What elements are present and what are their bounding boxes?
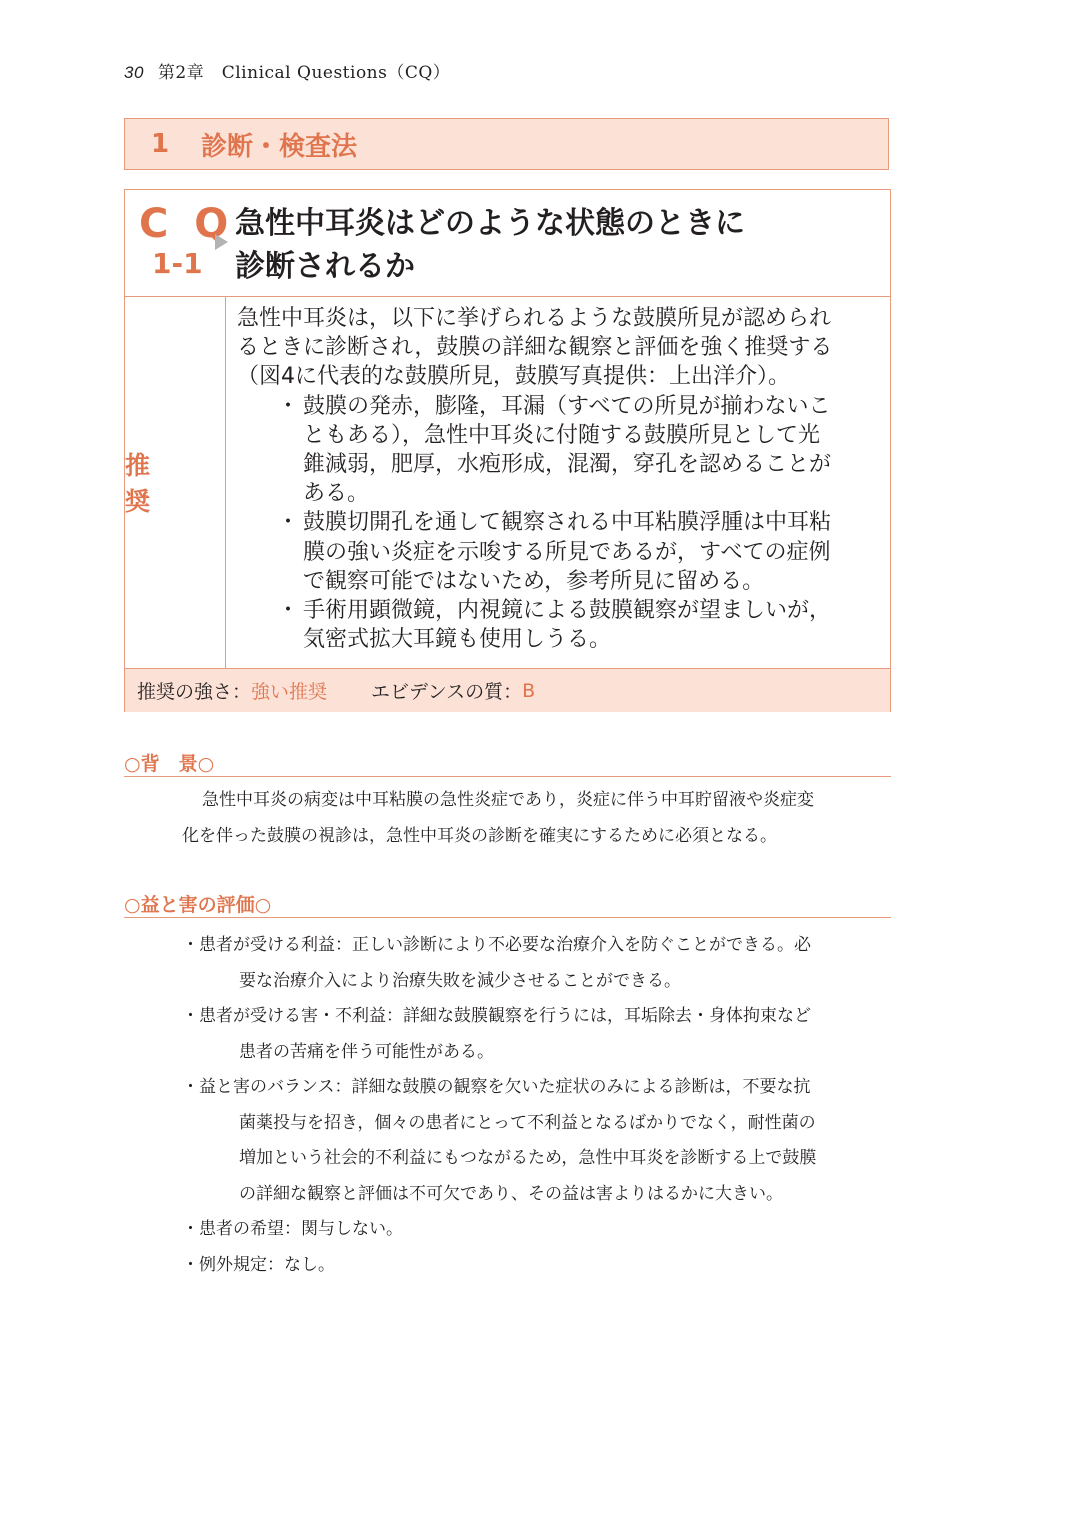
bullet-line: 手術用顕微鏡，内視鏡による鼓膜観察が望ましいが， [303, 598, 832, 624]
item-line: 要な治療介入により治療失敗を減少させることができる。 [239, 970, 681, 991]
bullet-line: 気密式拡大耳鏡も使用しうる。 [303, 627, 612, 653]
bullet-line: ある。 [303, 481, 370, 507]
recommendation-body [237, 304, 879, 654]
bullet-line: ともある），急性中耳炎に付随する鼓膜所見として光 [303, 422, 821, 448]
strength-label: 推奨の強さ： [137, 681, 252, 703]
bullet-dot-icon: ・ [277, 510, 300, 536]
cq-label: C Q [139, 201, 235, 247]
chapter-title: 第2章 Clinical Questions（CQ） [157, 63, 451, 83]
bullet-dot-icon: ・ [277, 393, 300, 419]
item-line: ・患者の希望：関与しない。 [182, 1219, 403, 1239]
section-title: 診断・検査法 [201, 131, 358, 162]
benefit-item [182, 928, 894, 999]
cq-header [125, 190, 890, 297]
benefit-item [182, 1070, 894, 1212]
item-line: の詳細な観察と評価は不可欠であり、その益は害よりはるかに大きい。 [239, 1183, 783, 1204]
recommendation-label: 推 奨 [125, 451, 196, 516]
benefit-harm-heading: ○益と害の評価○ [124, 893, 891, 918]
benefit-item [182, 1212, 894, 1248]
triangle-arrow-icon [215, 234, 228, 250]
cq-box [124, 189, 891, 712]
evidence-value: B [522, 679, 536, 702]
page-number: 30 [124, 63, 144, 82]
bullet-line: 膜の強い炎症を示唆する所見であるが，すべての症例 [303, 539, 831, 565]
running-head [124, 58, 450, 83]
item-line: 増加という社会的不利益にもつながるため，急性中耳炎を診断する上で鼓膜 [239, 1148, 817, 1168]
paragraph-line [182, 782, 892, 818]
bullet-line: 鼓膜の発赤，膨隆，耳漏（すべての所見が揃わないこ [303, 393, 831, 419]
item-line: ・患者が受ける害・不利益：詳細な鼓膜観察を行うには，耳垢除去・身体拘束など [182, 1006, 811, 1026]
strength-value: 強い推奨 [251, 681, 328, 703]
cq-title-line: 診断されるか [235, 249, 415, 284]
item-line: ・益と害のバランス：詳細な鼓膜の観察を欠いた症状のみによる診断は，不要な抗 [182, 1077, 811, 1097]
section-heading [124, 118, 889, 170]
benefit-item [182, 999, 894, 1070]
recommendation-bullet [237, 596, 879, 654]
recommendation-footer [125, 668, 890, 712]
benefit-harm-list [182, 928, 894, 1283]
benefit-item [182, 1248, 894, 1284]
background-heading: ○背 景○ [124, 752, 891, 777]
cq-number: 1-1 [152, 247, 203, 280]
item-line: ・例外規定：なし。 [182, 1254, 335, 1275]
recommendation-intro-line: 急性中耳炎は，以下に挙げられるような鼓膜所見が認められ [237, 306, 832, 331]
recommendation-bullets [237, 392, 879, 655]
recommendation-intro-line: （図4に代表的な鼓膜所見，鼓膜写真提供：上出洋介）。 [237, 364, 790, 390]
recommendation-bullet [237, 508, 879, 596]
paragraph-text: 急性中耳炎の病変は中耳粘膜の急性炎症であり，炎症に伴う中耳貯留液や炎症変 [202, 790, 814, 810]
bullet-line: 鼓膜切開孔を通して観察される中耳粘膜浮腫は中耳粘 [303, 510, 832, 536]
section-number: 1 [151, 129, 170, 159]
recommendation-label-cell [125, 296, 226, 668]
recommendation-intro-line: るときに診断され，鼓膜の詳細な観察と評価を強く推奨する [237, 335, 833, 361]
bullet-line: で観察可能ではないため，参考所見に留める。 [303, 568, 765, 594]
item-line: ・患者が受ける利益：正しい診断により不必要な治療介入を防ぐことができる。必 [182, 935, 811, 955]
bullet-line: 錐減弱，肥厚，水疱形成，混濁，穿孔を認めることが [303, 452, 832, 478]
item-line: 患者の苦痛を伴う可能性がある。 [239, 1041, 494, 1062]
paragraph-line: 化を伴った鼓膜の視診は，急性中耳炎の診断を確実にするために必須となる。 [182, 826, 777, 846]
cq-title [235, 202, 745, 288]
evidence-label: エビデンスの質： [371, 681, 523, 703]
item-line: 菌薬投与を招き，個々の患者にとって不利益となるばかりでなく，耐性菌の [239, 1112, 816, 1133]
bullet-dot-icon: ・ [277, 598, 300, 624]
cq-title-line: 急性中耳炎はどのような状態のときに [235, 206, 745, 241]
background-paragraph [182, 782, 892, 854]
recommendation-bullet [237, 392, 879, 509]
